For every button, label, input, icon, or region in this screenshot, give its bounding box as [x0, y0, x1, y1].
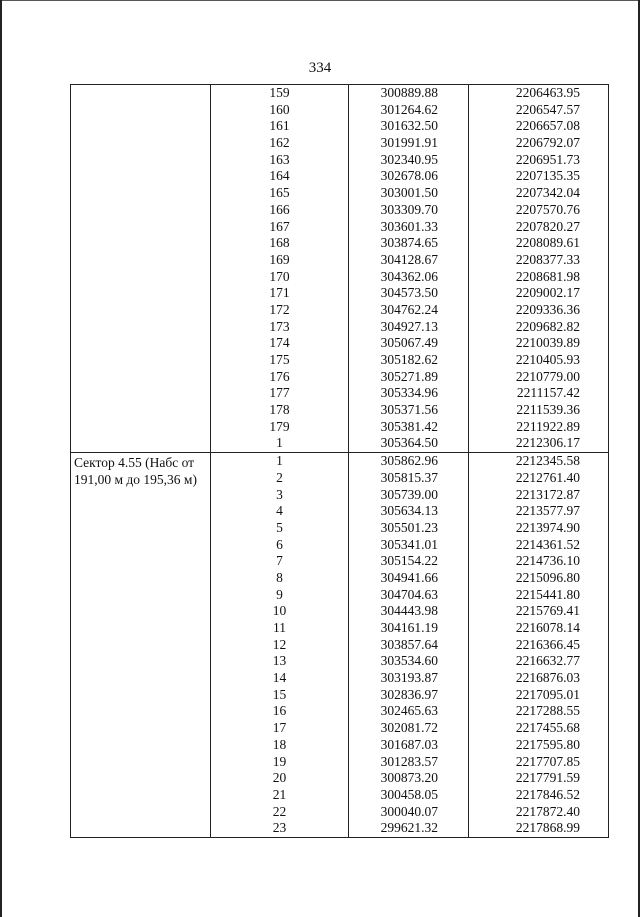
point-number: 163	[269, 151, 290, 167]
coordinate-x: 305067.49	[380, 335, 438, 351]
point-number: 23	[272, 820, 287, 836]
coordinate-x: 305381.42	[380, 418, 438, 434]
coordinate-x: 305341.01	[380, 536, 438, 552]
coordinate-y: 2213577.97	[515, 503, 580, 519]
point-number: 18	[272, 736, 287, 752]
coordinate-x: 305739.00	[380, 486, 438, 502]
point-number: 161	[269, 118, 290, 134]
coordinate-x: 303193.87	[380, 670, 438, 686]
point-number: 5	[276, 519, 283, 535]
coordinate-x: 299621.32	[380, 820, 438, 836]
coordinate-x: 305634.13	[380, 503, 438, 519]
point-number: 14	[272, 670, 287, 686]
point-number: 174	[269, 335, 290, 351]
point-number: 9	[276, 586, 283, 602]
point-number: 6	[276, 536, 283, 552]
coordinate-x: 304128.67	[380, 251, 438, 267]
coordinate-x: 305371.56	[380, 402, 438, 418]
coordinate-y: 2210779.00	[515, 368, 580, 384]
point-number: 15	[272, 686, 287, 702]
point-number: 3	[276, 486, 283, 502]
point-number: 179	[269, 418, 290, 434]
coordinate-x: 305862.96	[380, 453, 438, 469]
coordinate-x: 303601.33	[380, 218, 438, 234]
coordinate-y: 2208089.61	[515, 235, 580, 251]
point-number: 176	[269, 368, 290, 384]
coordinate-y: 2215096.80	[515, 569, 580, 585]
coordinate-y: 2212345.58	[515, 453, 580, 469]
point-number: 11	[273, 620, 286, 635]
coordinate-y: 2209682.82	[515, 318, 580, 334]
coordinate-y: 2217288.55	[515, 703, 580, 719]
coordinate-x: 301991.91	[380, 135, 438, 151]
coordinate-x: 304362.06	[380, 268, 438, 284]
point-number: 160	[269, 101, 290, 117]
coordinate-x: 301283.57	[380, 753, 438, 769]
coordinate-y: 2212306.17	[515, 435, 580, 451]
coordinate-x: 300040.07	[380, 803, 438, 819]
coordinate-y: 2217455.68	[515, 720, 580, 736]
coordinate-y: 2212761.40	[515, 469, 580, 485]
coordinate-y: 2207135.35	[515, 168, 580, 184]
coordinate-x: 302836.97	[380, 686, 438, 702]
point-number: 22	[272, 803, 287, 819]
coordinate-y: 2207342.04	[515, 185, 580, 201]
coordinate-x: 305271.89	[380, 368, 438, 384]
point-number: 172	[269, 301, 290, 317]
coordinate-y: 2206657.08	[515, 118, 580, 134]
point-number: 20	[272, 770, 287, 786]
coordinate-x-column-cell	[349, 85, 469, 453]
coordinate-y: 2211539.36	[516, 402, 580, 418]
point-number: 12	[272, 636, 287, 652]
coordinate-x: 305154.22	[380, 553, 438, 569]
coordinate-x: 303534.60	[380, 653, 438, 669]
coordinate-y: 2217846.52	[515, 786, 580, 802]
coordinate-y: 2217868.99	[515, 820, 580, 836]
coordinate-x: 303001.50	[380, 185, 438, 201]
coordinate-y: 2208681.98	[515, 268, 580, 284]
coordinate-y-column-cell	[469, 453, 609, 838]
coordinate-y: 2211157.42	[516, 385, 580, 401]
coordinate-y: 2216078.14	[515, 620, 580, 635]
coordinate-x: 305501.23	[380, 519, 438, 535]
coordinate-y: 2206547.57	[515, 101, 580, 117]
coordinate-y: 2209336.36	[515, 301, 580, 317]
sector-label: Сектор 4.55 (Набс от 191,00 м до 195,36 м)	[74, 455, 197, 488]
coordinate-x: 304927.13	[380, 318, 438, 334]
coordinate-y: 2216632.77	[515, 653, 580, 669]
point-number-column-cell	[211, 453, 349, 838]
coordinate-x: 300458.05	[380, 786, 438, 802]
point-number: 173	[269, 318, 290, 334]
page-number: 334	[308, 60, 332, 76]
coordinate-y: 2210405.93	[515, 352, 580, 367]
coordinate-y: 2213974.90	[515, 519, 580, 535]
point-number: 167	[269, 218, 290, 234]
point-number: 170	[269, 268, 290, 284]
coordinate-y: 2206792.07	[515, 135, 580, 151]
coordinate-x: 301264.62	[380, 101, 438, 117]
coordinates-table	[70, 84, 609, 838]
coordinate-x: 300873.20	[380, 770, 438, 786]
point-number: 2	[276, 469, 283, 485]
sector-cell	[71, 85, 211, 453]
coordinate-x: 303857.64	[380, 636, 438, 652]
coordinate-x: 302081.72	[380, 720, 438, 736]
coordinate-y: 2217095.01	[515, 686, 580, 702]
coordinate-x: 300889.88	[380, 85, 438, 100]
coordinate-y: 2214361.52	[515, 536, 580, 552]
coordinate-y: 2210039.89	[515, 335, 580, 351]
point-number: 171	[269, 285, 290, 301]
point-number: 16	[272, 703, 287, 719]
point-number: 7	[276, 553, 283, 569]
coordinate-x-column-cell	[349, 453, 469, 838]
coordinate-x: 305815.37	[380, 469, 438, 485]
point-number: 164	[269, 168, 290, 184]
point-number: 10	[272, 603, 287, 619]
coordinate-y: 2217791.59	[515, 770, 580, 786]
point-number: 175	[269, 352, 290, 367]
point-number: 178	[269, 402, 290, 418]
scan-left-edge	[0, 0, 2, 917]
coordinate-y: 2206951.73	[515, 151, 580, 167]
coordinate-y: 2216366.45	[515, 636, 580, 652]
coordinate-y: 2207820.27	[515, 218, 580, 234]
coordinate-y: 2215769.41	[515, 603, 580, 619]
point-number-column-cell	[211, 85, 349, 453]
coordinate-y-column-cell	[469, 85, 609, 453]
coordinate-x: 303874.65	[380, 235, 438, 251]
coordinate-x: 304941.66	[380, 569, 438, 585]
point-number: 21	[272, 786, 287, 802]
scan-top-edge	[0, 0, 640, 1]
coordinate-x: 304161.19	[380, 620, 438, 635]
coordinate-x: 302465.63	[380, 703, 438, 719]
coordinate-y: 2211922.89	[516, 418, 580, 434]
sector-cell	[71, 453, 211, 838]
point-number: 8	[276, 569, 283, 585]
coordinate-x: 302340.95	[380, 151, 438, 167]
coordinate-y: 2207570.76	[515, 201, 580, 217]
coordinate-x: 303309.70	[380, 201, 438, 217]
coordinate-y: 2217707.85	[515, 753, 580, 769]
coordinate-y: 2206463.95	[515, 85, 580, 100]
coordinate-x: 301632.50	[380, 118, 438, 134]
point-number: 162	[269, 135, 290, 151]
coordinate-y: 2213172.87	[515, 486, 580, 502]
coordinate-y: 2208377.33	[515, 251, 580, 267]
point-number: 4	[276, 503, 283, 519]
coordinate-x: 304704.63	[380, 586, 438, 602]
coordinate-y: 2217595.80	[515, 736, 580, 752]
coordinates-table-body	[71, 85, 609, 838]
coordinate-x: 305364.50	[380, 435, 438, 451]
coordinate-x: 304762.24	[380, 301, 438, 317]
point-number: 1	[276, 453, 283, 469]
coordinate-y: 2215441.80	[515, 586, 580, 602]
coordinate-x: 304573.50	[380, 285, 438, 301]
point-number: 19	[272, 753, 287, 769]
coordinate-x: 301687.03	[380, 736, 438, 752]
point-number: 13	[272, 653, 287, 669]
coordinate-x: 302678.06	[380, 168, 438, 184]
coordinate-y: 2214736.10	[515, 553, 580, 569]
point-number: 166	[269, 201, 290, 217]
point-number: 169	[269, 251, 290, 267]
coordinate-y: 2216876.03	[515, 670, 580, 686]
point-number: 1	[276, 435, 283, 451]
coordinate-x: 305182.62	[380, 352, 438, 367]
coordinate-x: 305334.96	[380, 385, 438, 401]
coordinate-x: 304443.98	[380, 603, 438, 619]
sector-block-row	[71, 453, 609, 838]
point-number: 159	[269, 85, 290, 100]
coordinate-y: 2217872.40	[515, 803, 580, 819]
sector-block-row	[71, 85, 609, 453]
point-number: 165	[269, 185, 290, 201]
point-number: 168	[269, 235, 290, 251]
point-number: 177	[269, 385, 290, 401]
point-number: 17	[272, 720, 287, 736]
coordinate-y: 2209002.17	[515, 285, 580, 301]
